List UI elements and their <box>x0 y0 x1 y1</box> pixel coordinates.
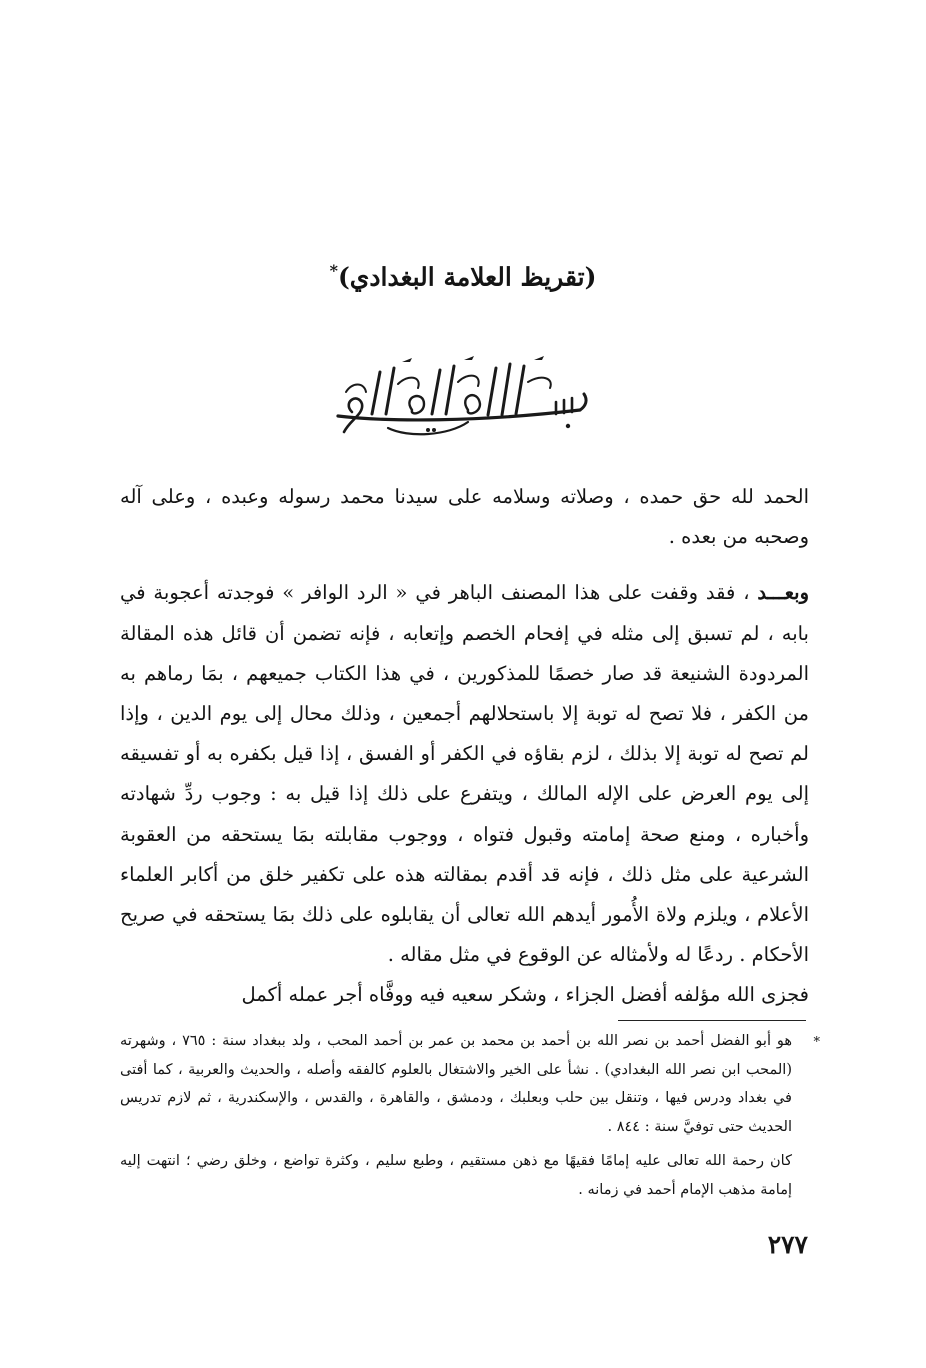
footnotes <box>120 1027 820 1204</box>
title-text: (تقريظ العلامة البغدادي) <box>337 262 597 292</box>
paragraph-opening: الحمد لله حق حمده ، وصلاته وسلامه على سيدنا محمد رسوله وعبده ، وعلى آله وصحبه من بعده . <box>120 485 809 549</box>
footnote-praise: كان رحمة الله تعالى عليه إمامًا فقيهًا مع ذهن مستقيم ، وطبع سليم ، وكثرة تواضع ، وخلق رضي ؛ انتهت إليه إمامة مذهب الإمام أحمد في زمانه . <box>120 1153 792 1198</box>
paragraph-main <box>120 573 809 975</box>
footnote-star-mark: * <box>813 1035 820 1050</box>
wabad-word: وبعـــد <box>757 581 809 605</box>
paragraph-main-text: ، فقد وقفت على هذا المصنف الباهر في « الرد الوافر » فوجدته أعجوبة في بابه ، لم تسبق إلى مثله في إفحام الخصم وإتعابه ، فإنه تضمن أن قائل هذه المقالة المردودة الشنيعة قد صار خصمًا للمذكورين ، في هذا الكتاب جميعهم ، بمَا رماهم به من الكفر ، فلا تصح له توبة إلا باستحلالهم أجمعين ، وذلك محال إلى يوم الدين ، وإذا لم تصح له توبة إلا بذلك ، لزم بقاؤه في الكفر أو الفسق ، إذا قيل بكفره به أو تفسيقه إلى يوم العرض على الإله المالك ، ويتفرع على ذلك إذا قيل به : وجوب ردِّ شهادته وأخباره ، ومنع صحة إمامته وقبول فتواه ، ووجوب مقابلته بمَا يستحقه من العقوبة الشرعية على مثل ذلك ، فإنه قد أقدم بمقالته هذه على تكفير خلق من أكابر العلماء الأعلام ، ويلزم ولاة الأُمور أيدهم الله تعالى أن يقابلوه على ذلك بمَا يستحقه في صريح الأحكام . ردعًا له ولأمثاله عن الوقوع في مثل مقاله . <box>120 581 809 967</box>
page-title <box>0 254 926 294</box>
basmala-calligraphy-icon <box>328 352 596 442</box>
footnote-biography: هو أبو الفضل أحمد بن نصر الله بن أحمد بن محمد بن عمر بن أحمد المحب ، ولد ببغداد سنة : ٧٦٥ ، وشهرته (المحب ابن نصر الله البغدادي) . نشأ على الخير والاشتغال بالعلوم كالفقه وأصله ، والحديث والعربية ، كما أفتى في بغداد ودرس فيها ، وتنقل بين حلب وبعلبك ، ودمشق ، والقاهرة ، والقدس ، والإسكندرية ، ثم لازم تدريس الحديث حتى توفيَّ سنة : ٨٤٤ . <box>120 1033 792 1135</box>
main-body-text <box>120 477 809 1016</box>
footnote-divider <box>618 1020 806 1021</box>
page-number: ٢٧٧ <box>767 1230 808 1259</box>
title-footnote-mark: * <box>329 261 338 280</box>
paragraph-closing: فجزى الله مؤلفه أفضل الجزاء ، وشكر سعيه فيه ووفَّاه أجر عمله أكمل <box>241 983 809 1007</box>
